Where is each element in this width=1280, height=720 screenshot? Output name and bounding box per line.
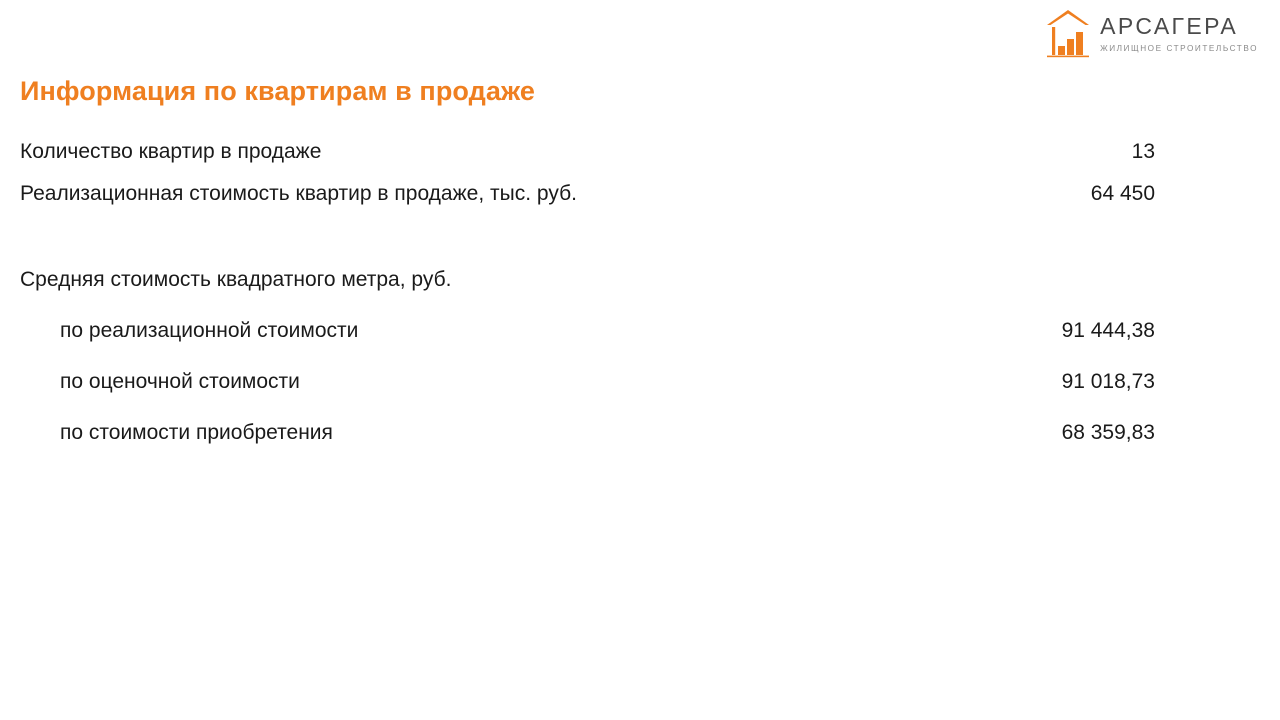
logo-text-block (1100, 8, 1258, 53)
spacer (20, 206, 1155, 268)
row-label: по стоимости приобретения (60, 421, 333, 444)
apartments-info-table (20, 140, 1155, 445)
row-label: Количество квартир в продаже (20, 140, 322, 163)
table-row (20, 182, 1155, 206)
table-row (20, 421, 1155, 445)
row-label: по оценочной стоимости (60, 370, 300, 393)
company-logo (1046, 8, 1258, 58)
row-label: по реализационной стоимости (60, 319, 359, 342)
page-title: Информация по квартирам в продаже (20, 76, 536, 106)
table-row (20, 140, 1155, 164)
table-row (20, 370, 1155, 394)
row-value: 68 359,83 (1061, 421, 1155, 444)
row-value: 64 450 (1090, 182, 1155, 205)
row-label: Реализационная стоимость квартир в продаже, тыс. руб. (20, 182, 577, 205)
row-value: 13 (1131, 140, 1155, 163)
logo-tagline: ЖИЛИЩНОЕ СТРОИТЕЛЬСТВО (1100, 44, 1258, 53)
house-logo-icon (1046, 8, 1090, 58)
row-value: 91 018,73 (1061, 370, 1155, 393)
table-row-section-header (20, 268, 1155, 292)
row-label: Средняя стоимость квадратного метра, руб. (20, 268, 452, 291)
table-row (20, 319, 1155, 343)
row-value: 91 444,38 (1061, 319, 1155, 342)
logo-company-name: АРСАГЕРА (1100, 13, 1239, 39)
